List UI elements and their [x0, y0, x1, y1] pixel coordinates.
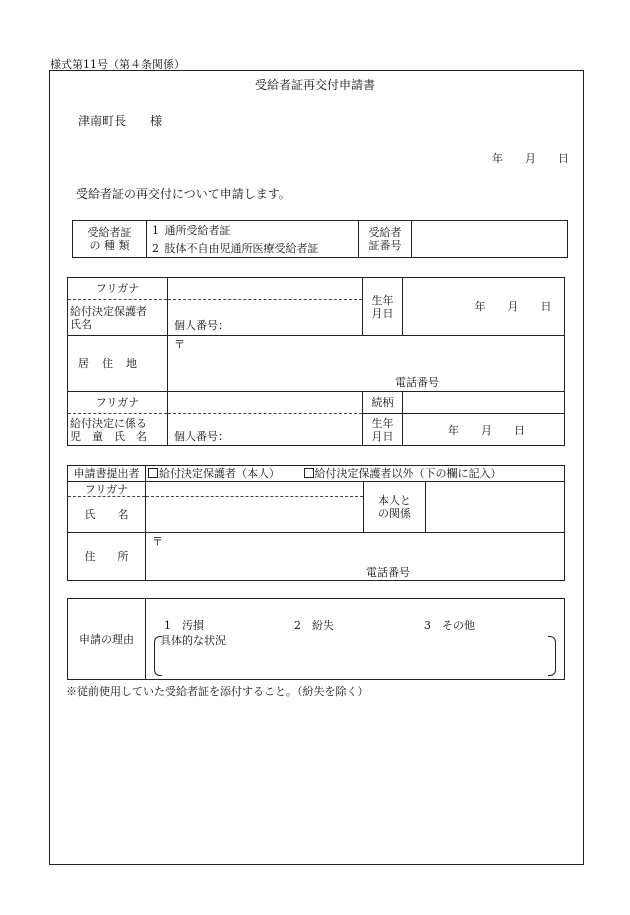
submitter-phone-label: 電話番号 [366, 566, 410, 579]
self-checkbox[interactable] [148, 468, 158, 478]
cert-number-label: 受給者 証番号 [359, 221, 412, 258]
option-2-label: 肢体不自由児通所医療受給者証 [163, 239, 359, 258]
footnote: ※従前使用していた受給者証を添付すること。（紛失を除く） [66, 685, 369, 698]
child-relation-label: 続柄 [363, 392, 403, 414]
guardian-furigana-label: フリガナ [68, 278, 168, 300]
detail-label: 具体的な状況 [160, 634, 226, 647]
guardian-birth-year: 年 [474, 299, 486, 313]
form-title: 受給者証再交付申請書 [254, 78, 375, 92]
guardian-name-label: 給付決定保護者 氏名 [68, 300, 168, 336]
child-birth-day: 日 [514, 424, 525, 437]
submitter-postal-mark: 〒 [152, 535, 163, 548]
reason-label: 申請の理由 [68, 599, 146, 680]
guardian-phone-label: 電話番号 [395, 376, 439, 389]
guardian-postal-mark: 〒 [174, 338, 185, 351]
child-name-field[interactable] [168, 414, 363, 446]
submitter-name-field[interactable] [146, 497, 364, 533]
other-checkbox[interactable] [304, 468, 314, 478]
form-number: 様式第11号（第４条関係） [50, 58, 185, 71]
child-birth-label: 生年 月日 [363, 414, 403, 446]
guardian-address-label: 居 住 地 [68, 336, 168, 392]
submitter-address-label: 住 所 [68, 533, 146, 581]
submitter-table [67, 465, 565, 581]
option-1-label: 通所受給者証 [163, 221, 359, 240]
cert-type-label: 受給者証 の 種 類 [73, 221, 147, 258]
reason-option-1[interactable]: 1 汚損 [164, 619, 204, 632]
reason-option-3[interactable]: 3 その他 [424, 619, 475, 632]
child-personal-number-label: 個人番号： [174, 430, 229, 443]
date-year-label: 年 [492, 152, 503, 165]
intro-text: 受給者証の再交付について申請します。 [76, 187, 291, 201]
child-relation-field[interactable] [403, 392, 565, 414]
guardian-birth-day: 日 [540, 299, 552, 313]
option-2-num: 2 [147, 239, 163, 258]
submitter-label: 申請書提出者 [68, 466, 146, 482]
child-birth-year: 年 [448, 424, 459, 437]
submitter-other-option[interactable]: 給付決定保護者以外（下の欄に記入） [304, 467, 502, 480]
reason-field[interactable] [146, 599, 565, 680]
guardian-address-field[interactable] [168, 336, 565, 392]
guardian-birth-field[interactable] [403, 278, 565, 336]
submitter-options [146, 466, 565, 482]
child-furigana-label: フリガナ [68, 392, 168, 414]
date-month-label: 月 [525, 152, 536, 165]
submitter-name-label: 氏 名 [68, 497, 146, 533]
option-1-num: 1 [147, 221, 163, 240]
submitter-relation-label: 本人と の関係 [364, 482, 426, 533]
submitter-furigana-field[interactable] [146, 482, 364, 497]
guardian-furigana-field[interactable] [168, 278, 363, 300]
submitter-furigana-label: フリガナ [68, 482, 146, 497]
child-furigana-field[interactable] [168, 392, 363, 414]
reason-table [67, 598, 565, 680]
child-birth-month: 月 [481, 424, 492, 437]
guardian-birth-label: 生年 月日 [363, 278, 403, 336]
date-day-label: 日 [558, 152, 569, 165]
addressee: 津南町長 様 [78, 114, 163, 128]
reason-option-2[interactable]: 2 紛失 [294, 619, 334, 632]
child-name-label: 給付決定に係る 児 童 氏 名 [68, 414, 168, 446]
guardian-child-table [67, 277, 565, 446]
certificate-type-table [72, 220, 568, 258]
submitter-relation-field[interactable] [426, 482, 565, 533]
submitter-self-option[interactable]: 給付決定保護者（本人） [148, 467, 280, 480]
detail-bracket-right [548, 636, 556, 676]
guardian-name-field[interactable] [168, 300, 363, 336]
child-birth-field[interactable] [403, 414, 565, 446]
guardian-personal-number-label: 個人番号： [174, 319, 229, 332]
guardian-birth-month: 月 [507, 299, 519, 313]
cert-number-field[interactable] [412, 221, 568, 258]
submitter-address-field[interactable] [146, 533, 565, 581]
